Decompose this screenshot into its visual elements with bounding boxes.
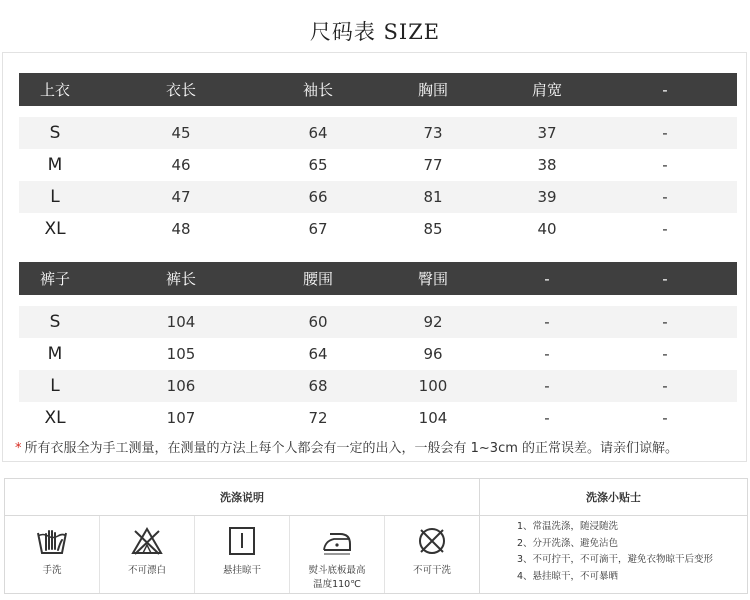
table-row	[19, 402, 737, 434]
size-label: M	[47, 155, 63, 175]
measurement-cell: -	[662, 409, 668, 427]
size-label: L	[50, 376, 60, 396]
care-left-title: 洗涤说明	[5, 479, 480, 515]
table-row	[19, 181, 737, 213]
measurement-cell: 37	[537, 124, 557, 142]
measurement-cell: -	[544, 377, 550, 395]
pants-header-cell: 臀围	[417, 270, 448, 288]
measurement-cell: 40	[537, 220, 557, 238]
hand-wash-icon	[35, 526, 69, 560]
measurement-cell: -	[662, 345, 668, 363]
measurement-cell: -	[662, 188, 668, 206]
measurement-cell: 64	[308, 345, 328, 363]
note-star: *	[15, 441, 22, 456]
page-title: 尺码表 SIZE	[309, 20, 441, 44]
pants-header-row	[19, 262, 737, 295]
iron-icon	[320, 526, 354, 560]
pants-size-table	[19, 262, 737, 434]
pants-header-cell: 裤长	[165, 270, 196, 288]
measurement-cell: -	[662, 220, 668, 238]
measurement-cell: 100	[418, 377, 448, 395]
tops-header-cell: 上衣	[39, 81, 70, 99]
measurement-cell: 38	[537, 156, 557, 174]
measurement-cell: 65	[308, 156, 328, 174]
measurement-cell: -	[544, 345, 550, 363]
measurement-cell: 64	[308, 124, 328, 142]
table-row	[19, 149, 737, 181]
table-row	[19, 306, 737, 338]
measurement-cell: 46	[171, 156, 191, 174]
measurement-cell: 77	[423, 156, 443, 174]
care-icon-cell	[100, 516, 195, 593]
measurement-cell: -	[662, 377, 668, 395]
tops-header-row	[19, 73, 737, 106]
measurement-cell: -	[662, 313, 668, 331]
table-row	[19, 338, 737, 370]
pants-header-cell: -	[662, 269, 668, 288]
measurement-cell: -	[544, 313, 550, 331]
care-icon-label: 手洗	[42, 565, 62, 576]
care-icon-label: 不可干洗	[412, 565, 451, 576]
measurement-cell: 96	[423, 345, 443, 363]
measurement-cell: 60	[308, 313, 328, 331]
measurement-cell: 105	[166, 345, 196, 363]
care-header	[5, 479, 747, 516]
care-icon-cell	[290, 516, 385, 593]
measurement-cell: 66	[308, 188, 328, 206]
measurement-cell: 104	[418, 409, 448, 427]
measurement-cell: 85	[423, 220, 443, 238]
measurement-cell: 92	[423, 313, 443, 331]
measurement-cell: 45	[171, 124, 191, 142]
measurement-cell: 72	[308, 409, 328, 427]
size-label: S	[49, 123, 61, 143]
care-icon-cell	[5, 516, 100, 593]
care-icon-label: 不可漂白	[127, 565, 166, 576]
measurement-cell: -	[662, 124, 668, 142]
measurement-cell: 73	[423, 124, 443, 142]
care-icon-label: 悬挂晾干	[222, 565, 261, 576]
tops-header-cell: 胸围	[417, 81, 448, 99]
measurement-cell: 47	[171, 188, 191, 206]
care-tip: 2、分开洗涤、避免沾色	[517, 537, 619, 549]
measurement-cell: 81	[423, 188, 443, 206]
tops-header-cell: -	[662, 80, 668, 99]
measurement-cell: 48	[171, 220, 191, 238]
measurement-cell: 39	[537, 188, 557, 206]
tops-size-table	[19, 73, 737, 245]
tops-header-cell: 袖长	[302, 81, 333, 99]
care-tip: 1、常温洗涤，随浸随洗	[517, 521, 619, 532]
no-dry-clean-icon	[415, 526, 449, 560]
size-label: L	[50, 187, 60, 207]
measurement-cell: -	[662, 156, 668, 174]
pants-header-cell: -	[544, 269, 550, 288]
pants-header-cell: 裤子	[39, 270, 70, 288]
care-icon-label: 熨斗底板最高 温度110℃	[308, 565, 366, 590]
hang-dry-icon	[225, 526, 259, 560]
table-row	[19, 213, 737, 245]
care-icon-cell	[195, 516, 290, 593]
care-tip: 3、不可拧干，不可滴干，避免衣物晾干后变形	[517, 554, 714, 565]
measurement-cell: 104	[166, 313, 196, 331]
table-row	[19, 117, 737, 149]
no-bleach-icon	[130, 526, 164, 560]
measurement-cell: 106	[166, 377, 196, 395]
care-tips-list	[517, 519, 713, 585]
table-row	[19, 370, 737, 402]
size-label: S	[49, 312, 61, 332]
measurement-cell: 67	[308, 220, 328, 238]
tops-header-cell: 肩宽	[531, 81, 562, 99]
measurement-note	[15, 437, 678, 456]
care-icon-cell	[385, 516, 479, 593]
care-tip: 4、悬挂晾干，不可暴晒	[517, 570, 619, 582]
care-right-title: 洗涤小贴士	[586, 491, 641, 504]
size-label: XL	[44, 408, 66, 428]
measurement-cell: 68	[308, 377, 328, 395]
note-text: 所有衣服全为手工测量，在测量的方法上每个人都会有一定的出入，一般会有 1~3cm 的正常误差。请亲们谅解。	[24, 441, 679, 456]
size-label: XL	[44, 219, 66, 239]
size-chart	[2, 52, 747, 462]
pants-header-cell: 腰围	[302, 270, 333, 288]
tops-header-cell: 衣长	[165, 81, 196, 99]
care-icons-row	[5, 516, 480, 593]
measurement-cell: 107	[166, 409, 196, 427]
care-instructions	[4, 478, 748, 594]
measurement-cell: -	[544, 409, 550, 427]
size-label: M	[47, 344, 63, 364]
